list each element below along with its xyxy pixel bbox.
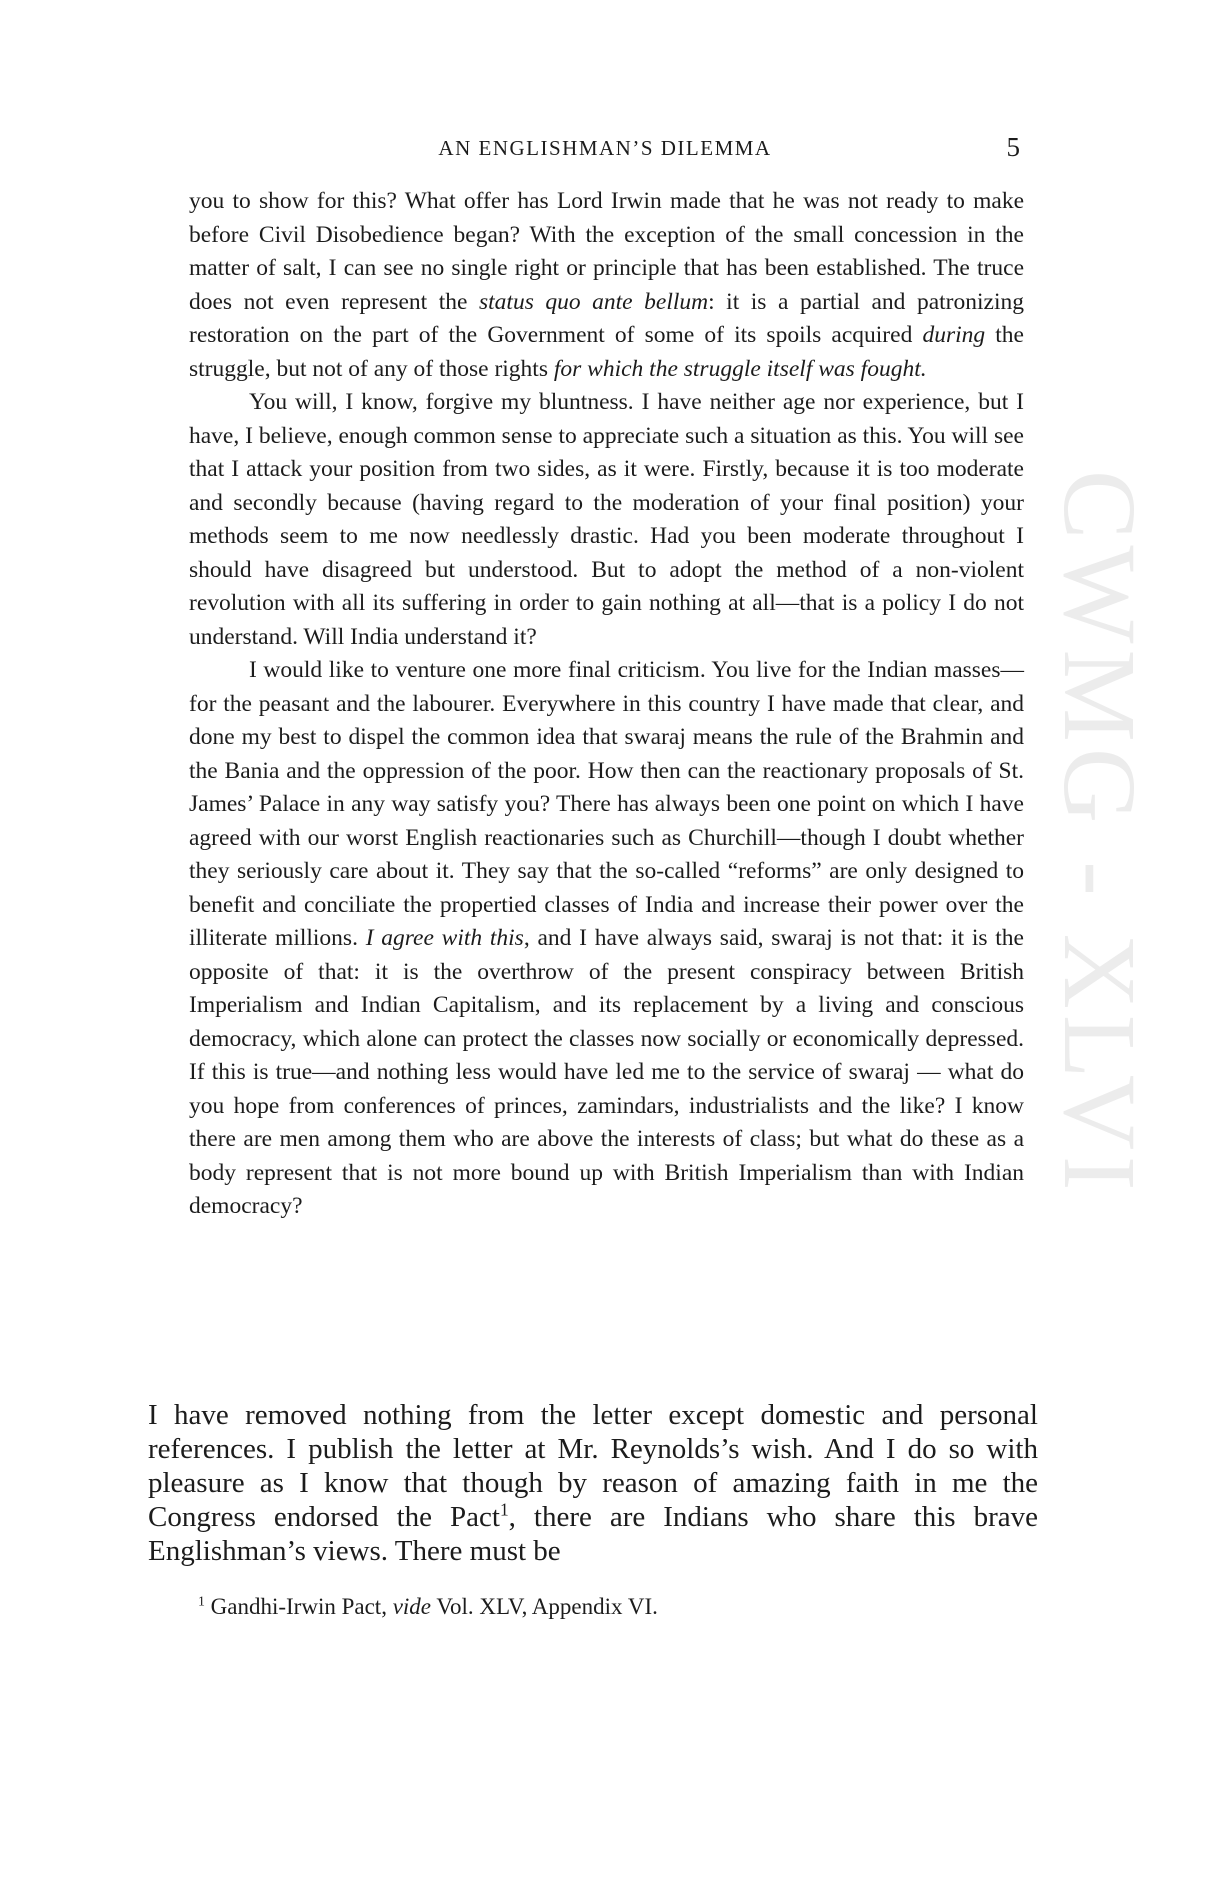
main-paragraph: I have removed nothing from the letter except domestic and personal references. I publish the letter at Mr. Reynolds’s wish. And I do so with pleasure as I know that though by reason of amazing faith in me the Congress endorsed the Pact$^1$, there are Indians who share this brave Englishman’s views. There must be [148,1399,1038,1567]
quoted-letter [189,185,1024,1224]
page-number: 5 [1006,132,1020,162]
running-title: AN ENGLISHMAN’S DILEMMA [438,136,772,160]
quote-paragraph-2: You will, I know, forgive my bluntness. I have neither age nor experience, but I have, I believe, enough common sense to appreciate such a situation as this. You will see that I attack your position from two sides, as it were. Firstly, because it is too moderate and secondly because (having regard to the moderation of your final position) your methods seem to me now needlessly drastic. Had you been moderate throughout I should have disagreed but understood. But to adopt the method of a non-violent revolution with all its suffering in order to gain nothing at all—that is a policy I do not understand. Will India understand it? [189,389,1024,650]
quote-paragraph-1: you to show for this? What offer has Lord Irwin made that he was not ready to make before Civil Disobedience began? With the exception of the small concession in the matter of salt, I can see no single right or principle that has been established. The truce does not even represent the status quo ante bellum: it is a partial and patronizing restoration on the part of the Government of some of its spoils acquired during the struggle, but not of any of those rights for which the struggle itself was fought. [189,188,1024,382]
quote-paragraph-3: I would like to venture one more final criticism. You live for the Indian masses—for the peasant and the labourer. Everywhere in this country I have made that clear, and done my best to dispel the common idea that swaraj means the rule of the Brahmin and the Bania and the oppression of the poor. How then can the reactionary proposals of St. James’ Palace in any way satisfy you? There has always been one point on which I have agreed with our worst English reactionaries such as Churchill—though I doubt whether they seriously care about it. They say that the so-called “reforms” are only designed to benefit and conciliate the propertied classes of India and increase their power over the illiterate millions. I agree with this, and I have always said, swaraj is not that: it is the opposite of that: it is the overthrow of the present conspiracy between British Imperialism and Indian Capitalism, and its replacement by a living and conscious democracy, which alone can protect the classes now socially or economically depressed. If this is true—and nothing less would have led me to the service of swaraj — what do you hope from conferences of princes, zamindars, industrialists and the like? I know there are men among them who are above the interests of class; but what do these as a body represent that is not more bound up with British Imperialism than with Indian democracy? [189,657,1024,1219]
main-text [148,1398,1038,1568]
watermark: CWMG - XLVI [1042,470,1157,1197]
footnote-marker: 1 [198,1593,205,1609]
footnote: $^1$ Gandhi-Irwin Pact, vide Vol. XLV, Appendix VI. [198,1593,658,1619]
footnote-ref: 1 [499,1499,509,1520]
running-header [190,132,1020,166]
